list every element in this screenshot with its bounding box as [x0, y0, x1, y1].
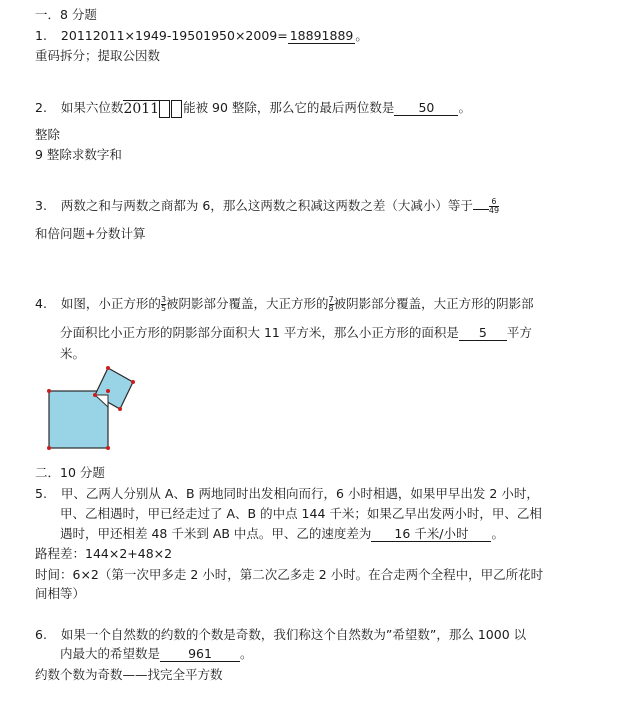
question-5-line-3 — [60, 525, 504, 543]
question-5 — [35, 485, 539, 503]
question-text: 如果六位数 — [60, 100, 124, 115]
answer-fraction: $\frac{6}{49}$ — [488, 197, 500, 215]
question-number: 6. — [35, 627, 47, 642]
note: 约数个数为奇数——找完全平方数 — [35, 667, 223, 682]
question-2 — [35, 99, 471, 118]
question-tail: 。 — [240, 646, 253, 661]
question-4-line-3: 米。 — [60, 346, 86, 361]
vertex-dot — [47, 446, 51, 450]
question-text: 内最大的希望数是 — [60, 646, 161, 661]
fraction: $\frac{7}{8}$ — [328, 295, 334, 313]
six-digit-number: 2011 — [123, 100, 160, 117]
vertex-dot — [131, 380, 135, 384]
vertex-dot — [118, 407, 122, 411]
answer-blank: 50 — [394, 100, 458, 116]
vertex-dot — [106, 446, 110, 450]
fraction: $\frac{3}{5}$ — [160, 295, 167, 313]
question-text: 被阴影部分覆盖，大正方形的阴影部 — [333, 296, 534, 311]
section-heading-2: 二．10 分题 — [35, 465, 105, 480]
note: 和倍问题+分数计算 — [35, 226, 146, 241]
question-number: 1. — [35, 28, 47, 43]
question-text-mid: 能被 90 整除，那么它的最后两位数是 — [183, 100, 395, 115]
note: 路程差：144×2+48×2 — [35, 546, 173, 561]
question-text: 遇时，甲还相差 48 千米到 AB 中点。甲、乙的速度差为 — [60, 526, 372, 541]
question-tail: 。 — [491, 526, 504, 541]
question-text: 如图，小正方形的 — [60, 296, 161, 311]
question-number: 3. — [35, 198, 47, 213]
vertex-dot — [106, 366, 110, 370]
question-1 — [35, 27, 368, 45]
question-text: 如果一个自然数的约数的个数是奇数，我们称这个自然数为”希望数”，那么 1000 以 — [60, 627, 527, 642]
vertex-dot — [93, 393, 97, 397]
answer-blank: 5 — [459, 325, 507, 341]
large-square — [49, 391, 108, 448]
note: 9 整除求数字和 — [35, 147, 122, 162]
question-text: 被阴影部分覆盖，大正方形的 — [166, 296, 329, 311]
question-6-line-2 — [60, 645, 253, 663]
vertex-dot — [106, 389, 110, 393]
section-heading-1: 一．8 分题 — [35, 7, 97, 22]
question-text: 甲、乙两人分别从 A、B 两地同时出发相向而行，6 小时相遇，如果甲早出发 2 小时， — [60, 486, 539, 501]
question-6 — [35, 626, 526, 644]
vertex-dot — [47, 389, 51, 393]
answer-blank: 16 千米/小时 — [371, 526, 491, 542]
note: 重码拆分；提取公因数 — [35, 48, 161, 63]
question-number: 2. — [35, 100, 47, 115]
question-5-line-2: 甲、乙相遇时，甲已经走过了 A、B 的中点 144 千米；如果乙早出发两小时，甲、乙相 — [60, 506, 542, 521]
question-text: 20112011×1949-19501950×2009= — [60, 28, 288, 43]
question-text: 平方 — [506, 325, 532, 340]
squares-figure — [40, 362, 140, 454]
note: 时间：6×2（第一次甲多走 2 小时，第二次乙多走 2 小时。在合走两个全程中，甲乙所花时 — [35, 567, 544, 582]
question-tail: 。 — [355, 28, 368, 43]
digit-boxes — [159, 99, 183, 118]
answer-blank: 961 — [160, 646, 240, 662]
note: 整除 — [35, 127, 61, 142]
question-4 — [35, 295, 534, 313]
question-3 — [35, 197, 499, 215]
question-number: 5. — [35, 486, 47, 501]
question-4-line-2 — [60, 324, 532, 342]
answer-blank: 18891889 — [289, 28, 354, 43]
question-text: 分面积比小正方形的阴影部分面积大 11 平方米，那么小正方形的面积是 — [60, 325, 459, 340]
question-number: 4. — [35, 296, 47, 311]
note: 间相等） — [35, 586, 86, 601]
question-tail: 。 — [458, 100, 471, 115]
question-text: 两数之和与两数之商都为 6，那么这两数之积减这两数之差（大减小）等于 — [60, 198, 473, 213]
